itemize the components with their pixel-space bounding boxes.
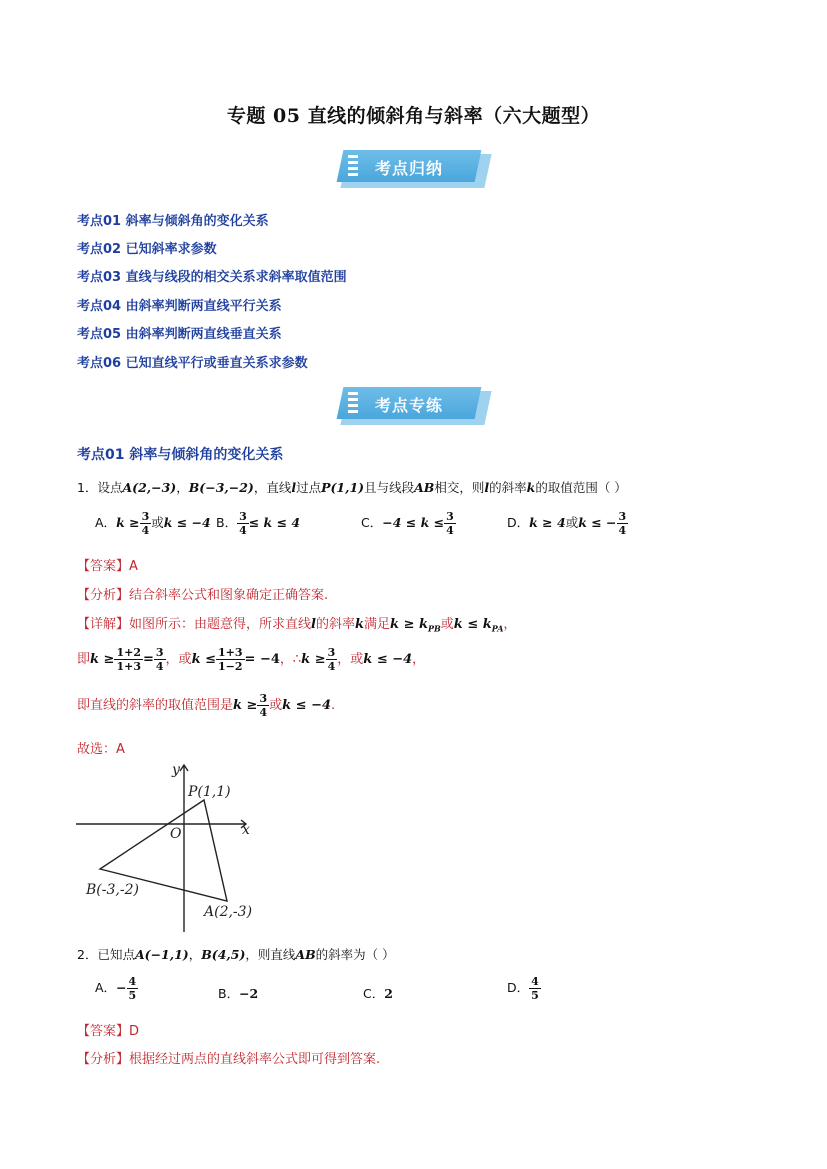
q2-option-a[interactable]: A．− $\frac{4}{5}$ (95, 975, 137, 1002)
coordinate-figure (70, 760, 270, 940)
toc-item-06[interactable]: 考点06 已知直线平行或垂直关系求参数 (77, 356, 308, 371)
section-heading-01: 考点01 斜率与倾斜角的变化关系 (77, 447, 284, 463)
point-b-label: B(-3,-2) (86, 882, 139, 898)
q1-analysis: 【分析】结合斜率公式和图象确定正确答案. (77, 588, 329, 603)
q1-detail-line3: 即直线的斜率的取值范围是k ≥ $\frac{3}{4}$ 或k ≤ −4. (77, 692, 336, 719)
toc-item-05[interactable]: 考点05 由斜率判断两直线垂直关系 (77, 327, 282, 342)
point-p-label: P(1,1) (188, 784, 231, 800)
question-1-stem: 1．设点A(2,−3)，B(−3,−2)，直线l过点P(1,1)且与线段AB相交，则l的斜率k的取值范围（ ） (77, 480, 627, 495)
banner-summary-label: 考点归纳 (374, 159, 443, 178)
toc-item-04[interactable]: 考点04 由斜率判断两直线平行关系 (77, 299, 282, 314)
banner-summary (340, 150, 488, 190)
point-a-label: A(2,-3) (204, 904, 253, 920)
question-2-stem: 2．已知点A(−1,1)，B(4,5)，则直线AB的斜率为（ ） (77, 947, 395, 962)
q1-option-b[interactable]: B． $\frac{3}{4}$ ≤ k ≤ 4 (216, 510, 301, 537)
q2-option-c[interactable]: C．2 (363, 986, 393, 1001)
q2-answer: 【答案】D (77, 1024, 140, 1039)
q1-option-d[interactable]: D．k ≥ 4或k ≤ − $\frac{3}{4}$ (507, 510, 627, 537)
q2-option-b[interactable]: B．−2 (218, 986, 259, 1001)
q2-analysis: 【分析】根据经过两点的直线斜率公式即可得到答案. (77, 1052, 381, 1067)
q1-choice: 故选：A (77, 742, 125, 757)
banner-practice (340, 387, 488, 427)
toc-item-03[interactable]: 考点03 直线与线段的相交关系求斜率取值范围 (77, 270, 347, 285)
toc-item-02[interactable]: 考点02 已知斜率求参数 (77, 242, 217, 257)
q1-option-a[interactable]: A．k ≥ $\frac{3}{4}$ 或k ≤ −4 (95, 510, 211, 537)
page-title: 专题 05 直线的倾斜角与斜率（六大题型） (226, 105, 601, 127)
y-axis-label: y (172, 762, 180, 778)
banner-practice-label: 考点专练 (374, 396, 443, 415)
q1-detail-line2: 即k ≥ $\frac{1+2}{1+3}$ = $\frac{3}{4}$ ，或k ≤ $\frac{1+3}{1-2}$ = −4，∴k ≥ $\frac{3}{4}$ ，或k ≤ −4， (77, 646, 426, 673)
x-axis-label: x (242, 822, 250, 838)
q1-detail: 【详解】如图所示：由题意得，所求直线l的斜率k满足$k \ge k_{PB}$或$k \le k_{PA}$， (77, 617, 517, 634)
q1-answer: 【答案】A (77, 559, 138, 574)
q2-option-d[interactable]: D． $\frac{4}{5}$ (507, 975, 539, 1002)
origin-label: O (170, 826, 182, 842)
q1-option-c[interactable]: C．−4 ≤ k ≤ $\frac{3}{4}$ (361, 510, 454, 537)
toc-item-01[interactable]: 考点01 斜率与倾斜角的变化关系 (77, 214, 269, 229)
